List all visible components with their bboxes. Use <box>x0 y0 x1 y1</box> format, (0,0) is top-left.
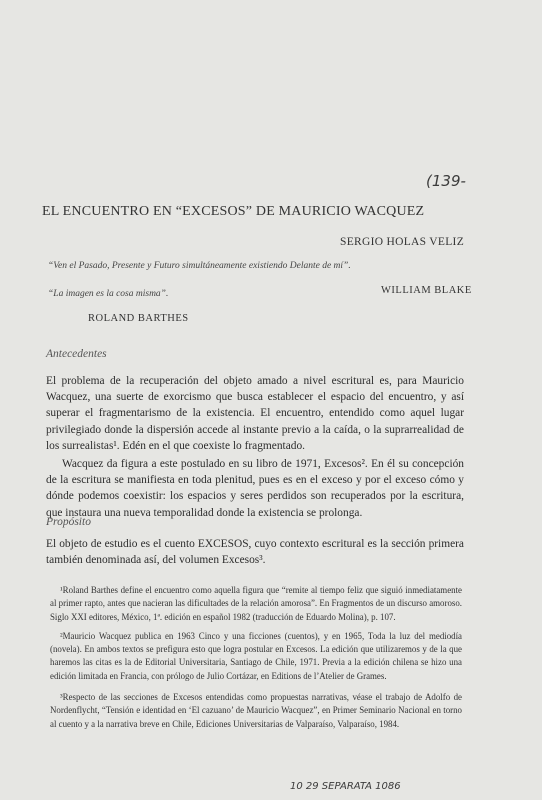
section-antecedentes-body <box>46 373 464 521</box>
epigraph-1-text: “Ven el Pasado, Presente y Futuro simultáneamente existiendo Delante de mí”. <box>48 261 351 271</box>
section-heading-proposito: Propósito <box>46 516 91 528</box>
footnote-3: ³Respecto de las secciones de Excesos entendidas como propuestas narrativas, véase el trabajo de Adolfo de Nordenflycht, “Tensión e identidad en ‘El cazuano’ de Mauricio Wacquez”, en Primer Seminario Nacional en torno al cuento y a la narrativa breve en Chile, Ediciones Universitarias de Valparaíso, Valparaíso, 1984. <box>50 692 462 729</box>
footnotes <box>50 584 462 731</box>
epigraph-2-author: ROLAND BARTHES <box>88 313 189 324</box>
epigraph-1-author: WILLIAM BLAKE <box>381 285 472 296</box>
footnote-2: ²Mauricio Wacquez publica en 1963 Cinco y una ficciones (cuentos), y en 1965, Toda la luz del mediodía (novela). En ambos textos se prefigura esto que logra postular en Excesos. La edición que utilizaremos y de la que haremos las citas es la de Editorial Universitaria, Santiago de Chile, 1971. Previa a la edición chilena se hizo una edición limitada en Francia, con prólogo de Julio Cortázar, en Editions de l’Atelier de Grames. <box>50 630 462 681</box>
paragraph-1: El problema de la recuperación del objeto amado a nivel escritural es, para Mauricio Wacquez, una suerte de exorcismo que busca establecer el espacio del encuentro, y así superar el fragmentarismo de la existencia. El encuentro, entendido como aquel lugar privilegiado donde la dispersión accede al instante previo a la caída, o la suprarrealidad de los surrealistas¹. Edén en el que coexiste lo fragmentado. <box>46 375 464 452</box>
handwritten-annotation-top: (139- <box>426 172 466 190</box>
section-proposito-body <box>46 536 464 568</box>
article-title: EL ENCUENTRO EN “EXCESOS” DE MAURICIO WACQUEZ <box>42 204 425 219</box>
paragraph-2: Wacquez da figura a este postulado en su libro de 1971, Excesos². En él su concepción de la escritura se manifiesta en toda plenitud, pues es en el exceso y por el exceso cómo y dónde podemos coexistir: los espacios y seres perdidos son recuperados por la escritura, que instaura una nueva temporalidad donde la existencia se prolonga. <box>46 458 464 519</box>
paragraph-3: El objeto de estudio es el cuento EXCESOS, cuyo contexto escritural es la sección primera también denominada así, del volumen Excesos³. <box>46 538 464 567</box>
handwritten-annotation-bottom: 10 29 SEPARATA 1086 <box>290 781 401 792</box>
epigraph-2-text: “La imagen es la cosa misma”. <box>48 289 169 299</box>
section-heading-antecedentes: Antecedentes <box>46 348 107 360</box>
footnote-1: ¹Roland Barthes define el encuentro como aquella figura que “remite al tiempo feliz que siguió inmediatamente al primer rapto, antes que nacieran las dificultades de la relación amorosa”. En Fragmentos de un discurso amoroso. Siglo XXI editores, México, 1ª. edición en español 1982 (traducción de Eduardo Molina), p. 107. <box>50 585 462 622</box>
article-author: SERGIO HOLAS VELIZ <box>340 236 465 248</box>
